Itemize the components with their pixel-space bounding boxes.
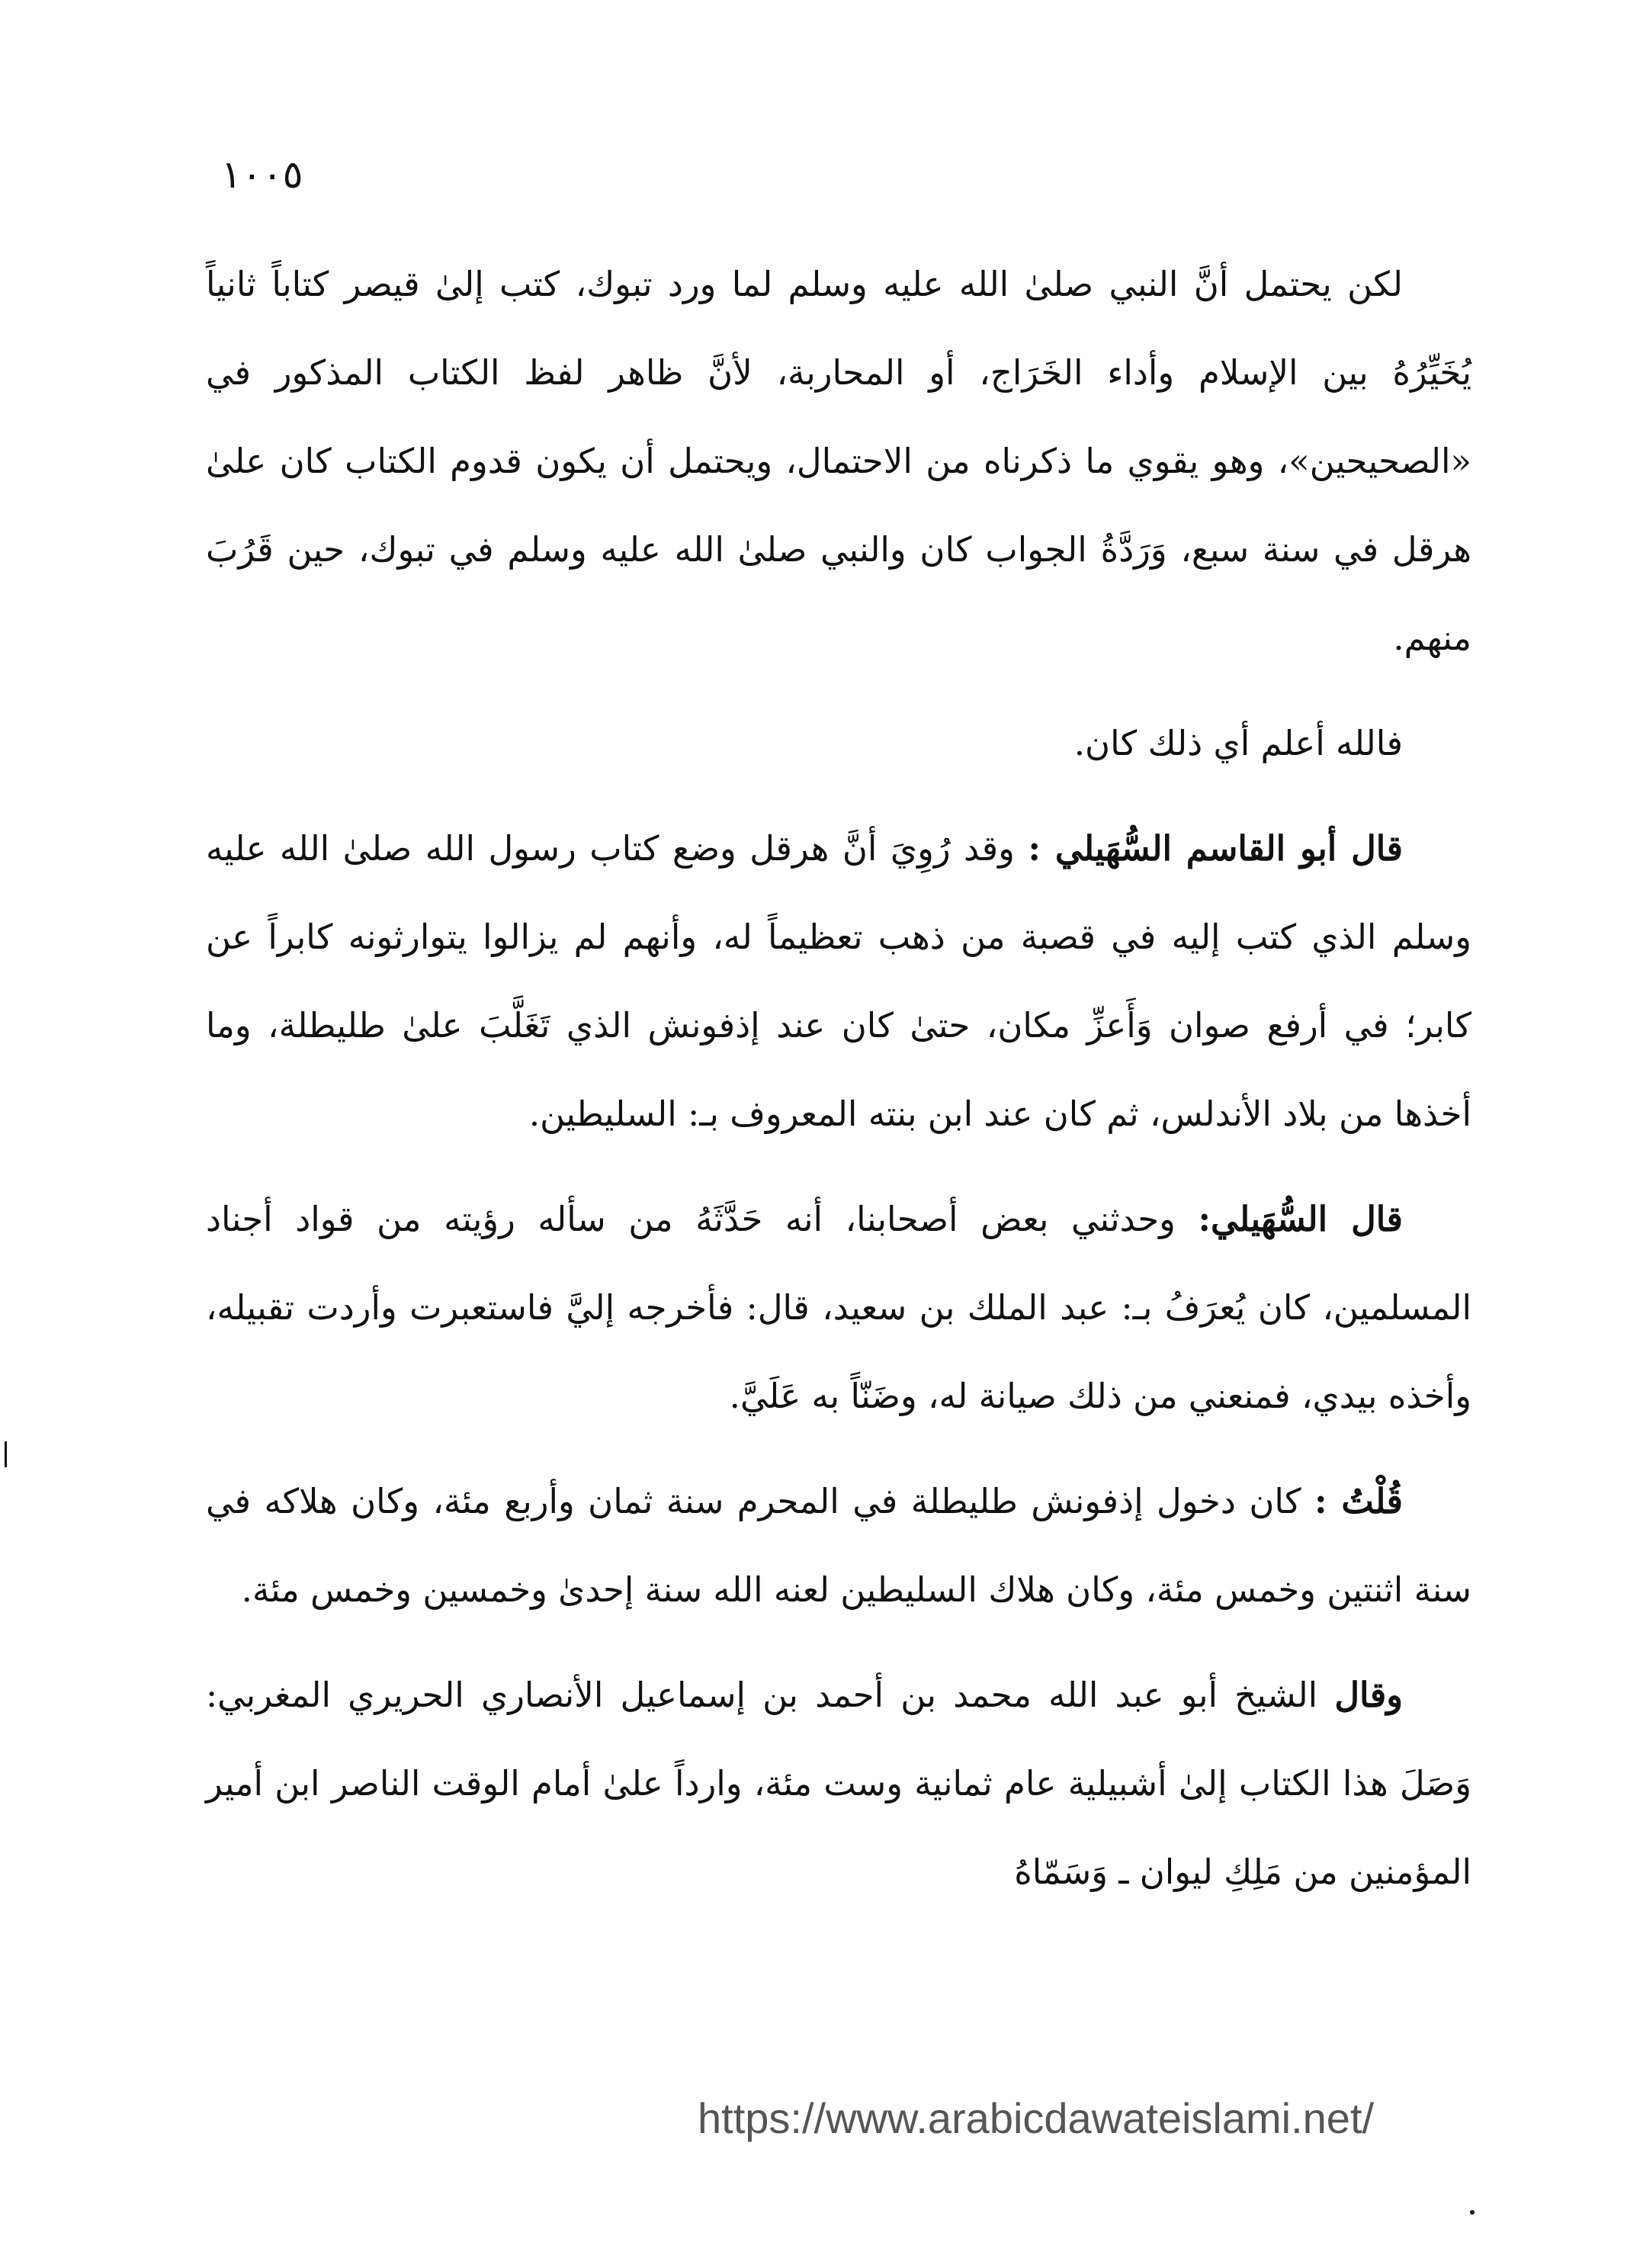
paragraph-1 (206, 240, 1471, 683)
paragraph-4 (206, 1175, 1471, 1441)
paragraph-4-lead: قال السُّهَيلي: (1198, 1199, 1403, 1239)
paragraph-5-lead: قُلْتُ : (1314, 1481, 1404, 1521)
scan-dot-mark (1470, 2210, 1475, 2215)
paragraph-6-text: الشيخ أبو عبد الله محمد بن أحمد بن إسماعيل الأنصاري الحريري المغربي: وَصَلَ هذا الكتاب إلىٰ أشبيلية عام ثمانية وست مئة، وارداً علىٰ أمام الوقت الناصر ابن أمير المؤمنين من مَلِكِ ليوان ـ وَسَمّاهُ (206, 1675, 1471, 1892)
body-text (206, 240, 1471, 1933)
paragraph-2-text: فالله أعلم أي ذلك كان. (1073, 723, 1403, 763)
paragraph-5-text: كان دخول إذفونش طليطلة في المحرم سنة ثمان وأربع مئة، وكان هلاكه في سنة اثنتين وخمس مئة، وكان هلاك السليطين لعنه الله سنة إحدىٰ وخمسين وخمس مئة. (206, 1481, 1471, 1610)
scan-margin-mark (5, 1441, 7, 1467)
footer-url: https://www.arabicdawateislami.net/ (698, 2094, 1375, 2142)
paragraph-6 (206, 1651, 1471, 1916)
paragraph-1-text: لكن يحتمل أنَّ النبي صلىٰ الله عليه وسلم لما ورد تبوك، كتب إلىٰ قيصر كتاباً ثانياً يُخَيِّرُهُ بين الإسلام وأداء الخَرَاج، أو المحاربة، لأنَّ ظاهر لفظ الكتاب المذكور في «الصحيحين»، وهو يقوي ما ذكرناه من الاحتمال، ويحتمل أن يكون قدوم الكتاب كان علىٰ هرقل في سنة سبع، وَرَدَّةُ الجواب كان والنبي صلىٰ الله عليه وسلم في تبوك، حين قَرُبَ منهم. (206, 264, 1471, 658)
page-number: ١٠٠٥ (221, 153, 303, 197)
paragraph-3-lead: قال أبو القاسم السُّهَيلي : (1028, 828, 1403, 869)
paragraph-6-lead: وقال (1334, 1675, 1403, 1715)
paragraph-4-text: وحدثني بعض أصحابنا، أنه حَدَّثَهُ من سأله رؤيته من قواد أجناد المسلمين، كان يُعرَفُ بـ: عبد الملك بن سعيد، قال: فأخرجه إليَّ فاستعبرت وأردت تقبيله، وأخذه بيدي، فمنعني من ذلك صيانة له، وضَنّاً به عَلَيَّ. (206, 1199, 1471, 1416)
paragraph-5 (206, 1457, 1471, 1634)
paragraph-3 (206, 805, 1471, 1158)
paragraph-2 (206, 699, 1471, 788)
paragraph-3-text: وقد رُوِيَ أنَّ هرقل وضع كتاب رسول الله صلىٰ الله عليه وسلم الذي كتب إليه في قصبة من ذهب تعظيماً له، وأنهم لم يزالوا يتوارثونه كابراً عن كابر؛ في أرفع صوان وَأَعزِّ مكان، حتىٰ كان عند إذفونش الذي تَغَلَّبَ علىٰ طليطلة، وما أخذها من بلاد الأندلس، ثم كان عند ابن بنته المعروف بـ: السليطين. (206, 828, 1471, 1134)
